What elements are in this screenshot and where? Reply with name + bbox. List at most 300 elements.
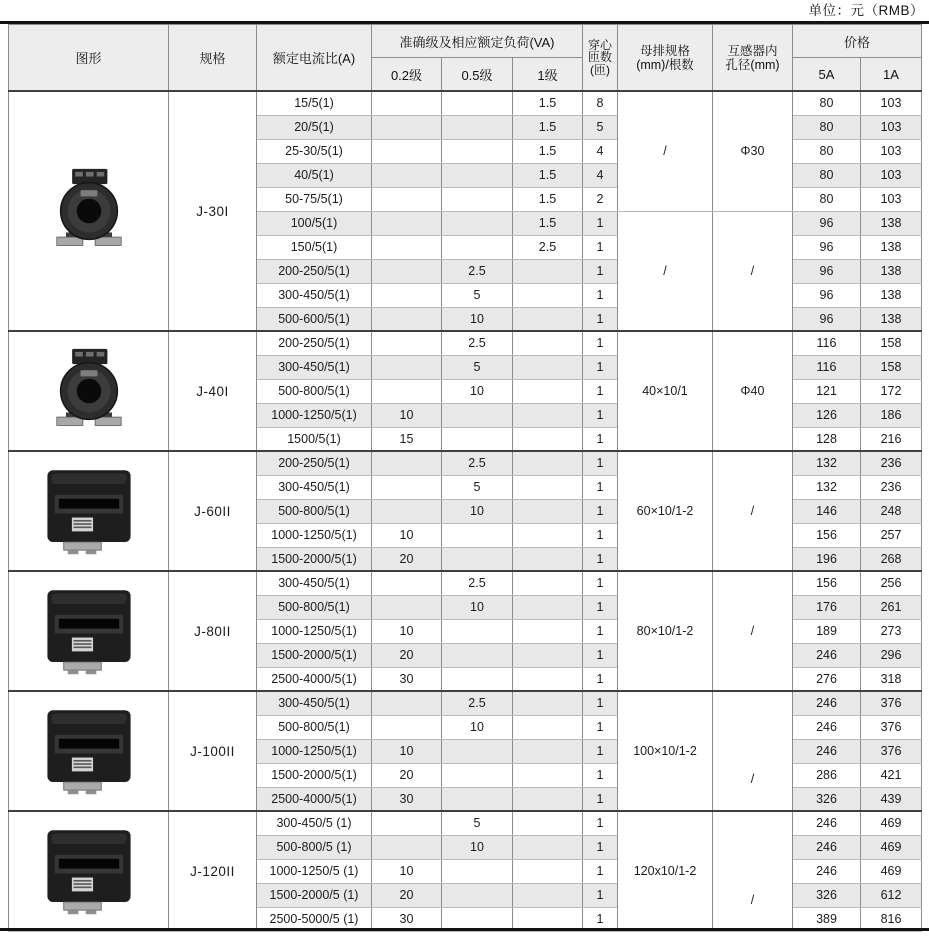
acc-02-cell — [372, 91, 442, 115]
acc-1-cell: 1.5 — [513, 91, 583, 115]
col-header-bore — [713, 25, 793, 92]
price-1a-cell: 469 — [861, 859, 922, 883]
busbar-cell: 120x10/1-2 — [618, 811, 713, 931]
col-header-ratio: 额定电流比(A) — [257, 25, 372, 92]
turns-cell: 1 — [583, 523, 618, 547]
acc-02-cell — [372, 571, 442, 595]
acc-02-cell — [372, 811, 442, 835]
acc-05-cell — [442, 211, 513, 235]
acc-05-cell — [442, 163, 513, 187]
spec-label: J-80II — [169, 571, 257, 691]
price-1a-cell: 376 — [861, 739, 922, 763]
acc-1-cell — [513, 283, 583, 307]
acc-1-cell — [513, 331, 583, 355]
bore-header-line-2: 孔径(mm) — [725, 57, 780, 72]
acc-02-cell: 10 — [372, 739, 442, 763]
acc-02-cell — [372, 187, 442, 211]
turns-header-line-3: (匝) — [590, 62, 610, 77]
acc-05-cell: 2.5 — [442, 571, 513, 595]
acc-05-cell — [442, 115, 513, 139]
acc-02-cell: 20 — [372, 547, 442, 571]
price-5a-cell: 246 — [793, 811, 861, 835]
price-5a-cell: 116 — [793, 355, 861, 379]
price-5a-cell: 156 — [793, 571, 861, 595]
acc-02-cell — [372, 235, 442, 259]
product-photo — [9, 585, 168, 677]
spec-label: J-100II — [169, 691, 257, 811]
ratio-cell: 2500-4000/5(1) — [257, 667, 372, 691]
col-header-turns — [583, 25, 618, 92]
table-row — [9, 451, 922, 475]
square-ct-icon — [36, 585, 142, 677]
ratio-cell: 200-250/5(1) — [257, 259, 372, 283]
price-5a-cell: 96 — [793, 259, 861, 283]
acc-02-cell: 20 — [372, 643, 442, 667]
turns-cell: 1 — [583, 283, 618, 307]
turns-cell: 2 — [583, 187, 618, 211]
price-1a-cell: 236 — [861, 451, 922, 475]
product-photo — [9, 825, 168, 917]
price-5a-cell: 128 — [793, 427, 861, 451]
price-5a-cell: 156 — [793, 523, 861, 547]
ratio-cell: 500-800/5(1) — [257, 715, 372, 739]
acc-1-cell — [513, 451, 583, 475]
acc-02-cell — [372, 595, 442, 619]
ratio-cell: 25-30/5(1) — [257, 139, 372, 163]
price-5a-cell: 189 — [793, 619, 861, 643]
turns-cell: 5 — [583, 115, 618, 139]
ratio-cell: 300-450/5(1) — [257, 691, 372, 715]
ratio-cell: 200-250/5(1) — [257, 451, 372, 475]
acc-1-cell: 1.5 — [513, 211, 583, 235]
bore-cell: / — [713, 451, 793, 571]
price-1a-cell: 421 — [861, 763, 922, 787]
turns-cell: 1 — [583, 739, 618, 763]
price-1a-cell: 186 — [861, 403, 922, 427]
acc-05-cell — [442, 91, 513, 115]
table-body — [9, 91, 922, 931]
turns-cell: 1 — [583, 787, 618, 811]
price-1a-cell: 469 — [861, 811, 922, 835]
bore-cell: / — [713, 811, 793, 931]
col-header-price-group: 价格 — [793, 25, 922, 58]
acc-1-cell — [513, 595, 583, 619]
ratio-cell: 300-450/5(1) — [257, 355, 372, 379]
busbar-cell: 100×10/1-2 — [618, 691, 713, 811]
ratio-cell: 150/5(1) — [257, 235, 372, 259]
acc-05-cell — [442, 763, 513, 787]
square-ct-icon — [36, 465, 142, 557]
ratio-cell: 500-800/5(1) — [257, 379, 372, 403]
acc-05-cell — [442, 619, 513, 643]
acc-1-cell: 1.5 — [513, 115, 583, 139]
acc-05-cell: 10 — [442, 307, 513, 331]
price-1a-cell: 612 — [861, 883, 922, 907]
bore-cell: / — [713, 691, 793, 811]
price-1a-cell: 236 — [861, 475, 922, 499]
table-row — [9, 571, 922, 595]
ratio-cell: 50-75/5(1) — [257, 187, 372, 211]
acc-05-cell — [442, 523, 513, 547]
acc-02-cell — [372, 475, 442, 499]
acc-02-cell — [372, 139, 442, 163]
acc-05-cell: 10 — [442, 499, 513, 523]
acc-1-cell — [513, 355, 583, 379]
acc-05-cell: 2.5 — [442, 451, 513, 475]
price-5a-cell: 246 — [793, 859, 861, 883]
ratio-cell: 500-800/5(1) — [257, 499, 372, 523]
table-row — [9, 811, 922, 835]
turns-cell: 4 — [583, 139, 618, 163]
price-1a-cell: 816 — [861, 907, 922, 931]
price-5a-cell: 80 — [793, 115, 861, 139]
turns-cell: 1 — [583, 835, 618, 859]
acc-02-cell — [372, 259, 442, 283]
acc-02-cell — [372, 355, 442, 379]
price-5a-cell: 246 — [793, 835, 861, 859]
acc-05-cell — [442, 547, 513, 571]
acc-1-cell — [513, 523, 583, 547]
price-1a-cell: 439 — [861, 787, 922, 811]
col-header-busbar — [618, 25, 713, 92]
price-1a-cell: 261 — [861, 595, 922, 619]
acc-1-cell — [513, 811, 583, 835]
acc-05-cell — [442, 667, 513, 691]
turns-cell: 1 — [583, 475, 618, 499]
ratio-cell: 300-450/5(1) — [257, 283, 372, 307]
acc-1-cell: 1.5 — [513, 139, 583, 163]
acc-05-cell: 10 — [442, 715, 513, 739]
ratio-cell: 500-800/5 (1) — [257, 835, 372, 859]
price-1a-cell: 103 — [861, 115, 922, 139]
acc-02-cell — [372, 715, 442, 739]
acc-1-cell — [513, 763, 583, 787]
price-1a-cell: 376 — [861, 691, 922, 715]
acc-1-cell — [513, 403, 583, 427]
busbar-cell: / — [618, 91, 713, 211]
turns-cell: 4 — [583, 163, 618, 187]
ratio-cell: 1500-2000/5 (1) — [257, 883, 372, 907]
price-1a-cell: 138 — [861, 283, 922, 307]
turns-cell: 1 — [583, 547, 618, 571]
acc-05-cell — [442, 643, 513, 667]
price-1a-cell: 158 — [861, 331, 922, 355]
turns-cell: 1 — [583, 235, 618, 259]
price-5a-cell: 146 — [793, 499, 861, 523]
acc-02-cell — [372, 115, 442, 139]
acc-1-cell: 1.5 — [513, 163, 583, 187]
product-photo-j-120ii — [9, 811, 169, 931]
price-table — [8, 24, 922, 932]
price-1a-cell: 376 — [861, 715, 922, 739]
ratio-cell: 1500-2000/5(1) — [257, 643, 372, 667]
turns-cell: 1 — [583, 595, 618, 619]
ratio-cell: 1500-2000/5(1) — [257, 547, 372, 571]
price-1a-cell: 103 — [861, 187, 922, 211]
col-header-acc-1: 1级 — [513, 58, 583, 92]
price-5a-cell: 326 — [793, 787, 861, 811]
acc-02-cell: 10 — [372, 619, 442, 643]
acc-02-cell — [372, 331, 442, 355]
turns-cell: 1 — [583, 883, 618, 907]
ratio-cell: 300-450/5 (1) — [257, 811, 372, 835]
acc-02-cell: 20 — [372, 763, 442, 787]
turns-cell: 1 — [583, 811, 618, 835]
price-5a-cell: 96 — [793, 235, 861, 259]
turns-cell: 1 — [583, 307, 618, 331]
product-photo — [9, 339, 168, 443]
turns-header-line-1: 穿心 — [587, 38, 612, 53]
price-1a-cell: 318 — [861, 667, 922, 691]
price-1a-cell: 103 — [861, 163, 922, 187]
ratio-cell: 1000-1250/5(1) — [257, 523, 372, 547]
round-ct-icon — [43, 339, 135, 443]
price-5a-cell: 121 — [793, 379, 861, 403]
acc-02-cell — [372, 211, 442, 235]
price-1a-cell: 138 — [861, 307, 922, 331]
acc-05-cell — [442, 403, 513, 427]
ratio-cell: 1500-2000/5(1) — [257, 763, 372, 787]
price-5a-cell: 80 — [793, 91, 861, 115]
busbar-header-line-2: (mm)/根数 — [636, 57, 694, 72]
acc-02-cell: 10 — [372, 403, 442, 427]
acc-1-cell — [513, 547, 583, 571]
bore-cell: / — [713, 571, 793, 691]
acc-05-cell: 5 — [442, 811, 513, 835]
acc-02-cell: 20 — [372, 883, 442, 907]
busbar-cell: 60×10/1-2 — [618, 451, 713, 571]
product-photo-j-60ii — [9, 451, 169, 571]
price-1a-cell: 296 — [861, 643, 922, 667]
busbar-cell: 40×10/1 — [618, 331, 713, 451]
product-photo-j-30i — [9, 91, 169, 331]
price-5a-cell: 389 — [793, 907, 861, 931]
ratio-cell: 1000-1250/5(1) — [257, 739, 372, 763]
turns-cell: 1 — [583, 667, 618, 691]
price-1a-cell: 138 — [861, 211, 922, 235]
turns-cell: 1 — [583, 763, 618, 787]
acc-02-cell — [372, 451, 442, 475]
acc-05-cell: 2.5 — [442, 259, 513, 283]
ratio-cell: 200-250/5(1) — [257, 331, 372, 355]
turns-cell: 1 — [583, 211, 618, 235]
acc-1-cell — [513, 715, 583, 739]
price-1a-cell: 138 — [861, 259, 922, 283]
turns-cell: 1 — [583, 451, 618, 475]
table-row — [9, 331, 922, 355]
acc-02-cell: 30 — [372, 907, 442, 931]
price-1a-cell: 172 — [861, 379, 922, 403]
price-5a-cell: 126 — [793, 403, 861, 427]
ratio-cell: 500-600/5(1) — [257, 307, 372, 331]
ratio-cell: 2500-5000/5 (1) — [257, 907, 372, 931]
acc-05-cell: 2.5 — [442, 331, 513, 355]
turns-header-line-2: 匝数 — [587, 50, 612, 65]
ratio-cell: 100/5(1) — [257, 211, 372, 235]
acc-02-cell: 10 — [372, 523, 442, 547]
square-ct-icon — [36, 705, 142, 797]
turns-cell: 1 — [583, 715, 618, 739]
acc-1-cell — [513, 571, 583, 595]
acc-02-cell: 30 — [372, 787, 442, 811]
price-5a-cell: 80 — [793, 163, 861, 187]
price-5a-cell: 196 — [793, 547, 861, 571]
col-header-accuracy-group: 准确级及相应额定负荷(VA) — [372, 25, 583, 58]
acc-05-cell — [442, 883, 513, 907]
price-1a-cell: 469 — [861, 835, 922, 859]
acc-02-cell: 15 — [372, 427, 442, 451]
product-photo — [9, 705, 168, 797]
price-1a-cell: 103 — [861, 91, 922, 115]
price-5a-cell: 276 — [793, 667, 861, 691]
acc-02-cell — [372, 307, 442, 331]
acc-1-cell — [513, 835, 583, 859]
product-photo-j-80ii — [9, 571, 169, 691]
busbar-header-line-1: 母排规格 — [639, 43, 690, 58]
col-header-figure: 图形 — [9, 25, 169, 92]
col-header-price-1a: 1A — [861, 58, 922, 92]
acc-05-cell: 5 — [442, 475, 513, 499]
turns-cell: 1 — [583, 691, 618, 715]
acc-1-cell — [513, 643, 583, 667]
ratio-cell: 1500/5(1) — [257, 427, 372, 451]
spec-label: J-40I — [169, 331, 257, 451]
acc-1-cell — [513, 379, 583, 403]
price-5a-cell: 246 — [793, 643, 861, 667]
acc-02-cell — [372, 283, 442, 307]
acc-05-cell — [442, 187, 513, 211]
spec-label: J-30I — [169, 91, 257, 331]
price-5a-cell: 246 — [793, 715, 861, 739]
price-5a-cell: 286 — [793, 763, 861, 787]
turns-cell: 8 — [583, 91, 618, 115]
turns-cell: 1 — [583, 403, 618, 427]
product-photo — [9, 159, 168, 263]
unit-label: 单位：元（RMB） — [808, 3, 924, 18]
acc-02-cell: 30 — [372, 667, 442, 691]
ratio-cell: 40/5(1) — [257, 163, 372, 187]
price-5a-cell: 176 — [793, 595, 861, 619]
price-5a-cell: 116 — [793, 331, 861, 355]
ratio-cell: 500-800/5(1) — [257, 595, 372, 619]
turns-cell: 1 — [583, 259, 618, 283]
col-header-price-5a: 5A — [793, 58, 861, 92]
acc-02-cell — [372, 691, 442, 715]
acc-05-cell — [442, 859, 513, 883]
price-1a-cell: 248 — [861, 499, 922, 523]
price-5a-cell: 96 — [793, 211, 861, 235]
turns-cell: 1 — [583, 355, 618, 379]
price-5a-cell: 326 — [793, 883, 861, 907]
acc-1-cell — [513, 475, 583, 499]
price-1a-cell: 216 — [861, 427, 922, 451]
turns-cell: 1 — [583, 907, 618, 931]
turns-cell: 1 — [583, 643, 618, 667]
table-row — [9, 91, 922, 115]
acc-02-cell — [372, 835, 442, 859]
acc-1-cell — [513, 883, 583, 907]
product-photo — [9, 465, 168, 557]
price-1a-cell: 158 — [861, 355, 922, 379]
turns-cell: 1 — [583, 499, 618, 523]
acc-1-cell: 1.5 — [513, 187, 583, 211]
price-1a-cell: 257 — [861, 523, 922, 547]
acc-02-cell — [372, 499, 442, 523]
col-header-spec: 规格 — [169, 25, 257, 92]
acc-05-cell — [442, 427, 513, 451]
acc-1-cell — [513, 787, 583, 811]
ratio-cell: 1000-1250/5(1) — [257, 403, 372, 427]
acc-1-cell — [513, 667, 583, 691]
bore-cell: Φ40 — [713, 331, 793, 451]
acc-1-cell — [513, 619, 583, 643]
acc-05-cell — [442, 787, 513, 811]
price-5a-cell: 80 — [793, 139, 861, 163]
ratio-cell: 20/5(1) — [257, 115, 372, 139]
turns-cell: 1 — [583, 427, 618, 451]
acc-05-cell: 5 — [442, 355, 513, 379]
turns-cell: 1 — [583, 619, 618, 643]
price-1a-cell: 256 — [861, 571, 922, 595]
acc-1-cell — [513, 691, 583, 715]
turns-cell: 1 — [583, 571, 618, 595]
acc-05-cell — [442, 739, 513, 763]
acc-05-cell: 2.5 — [442, 691, 513, 715]
ratio-cell: 15/5(1) — [257, 91, 372, 115]
price-5a-cell: 80 — [793, 187, 861, 211]
price-5a-cell: 246 — [793, 691, 861, 715]
acc-1-cell — [513, 307, 583, 331]
price-1a-cell: 103 — [861, 139, 922, 163]
col-header-acc-02: 0.2级 — [372, 58, 442, 92]
product-photo-j-100ii — [9, 691, 169, 811]
table-header — [9, 25, 922, 92]
bore-cell: / — [713, 211, 793, 331]
acc-05-cell — [442, 235, 513, 259]
acc-05-cell: 5 — [442, 283, 513, 307]
ratio-cell: 300-450/5(1) — [257, 571, 372, 595]
acc-05-cell — [442, 139, 513, 163]
price-5a-cell: 132 — [793, 451, 861, 475]
acc-05-cell: 10 — [442, 835, 513, 859]
acc-05-cell: 10 — [442, 595, 513, 619]
turns-cell: 1 — [583, 331, 618, 355]
col-header-acc-05: 0.5级 — [442, 58, 513, 92]
bottom-rule — [0, 928, 929, 931]
round-ct-icon — [43, 159, 135, 263]
bore-header-line-1: 互感器内 — [727, 43, 778, 58]
ratio-cell: 1000-1250/5(1) — [257, 619, 372, 643]
turns-cell: 1 — [583, 859, 618, 883]
price-1a-cell: 138 — [861, 235, 922, 259]
product-photo-j-40i — [9, 331, 169, 451]
spec-label: J-60II — [169, 451, 257, 571]
ratio-cell: 300-450/5(1) — [257, 475, 372, 499]
ratio-cell: 2500-4000/5(1) — [257, 787, 372, 811]
table-row — [9, 691, 922, 715]
price-5a-cell: 96 — [793, 307, 861, 331]
acc-02-cell: 10 — [372, 859, 442, 883]
acc-1-cell: 2.5 — [513, 235, 583, 259]
price-1a-cell: 273 — [861, 619, 922, 643]
price-5a-cell: 132 — [793, 475, 861, 499]
acc-02-cell — [372, 163, 442, 187]
price-5a-cell: 246 — [793, 739, 861, 763]
price-1a-cell: 268 — [861, 547, 922, 571]
busbar-cell: 80×10/1-2 — [618, 571, 713, 691]
spec-label: J-120II — [169, 811, 257, 931]
square-ct-icon — [36, 825, 142, 917]
